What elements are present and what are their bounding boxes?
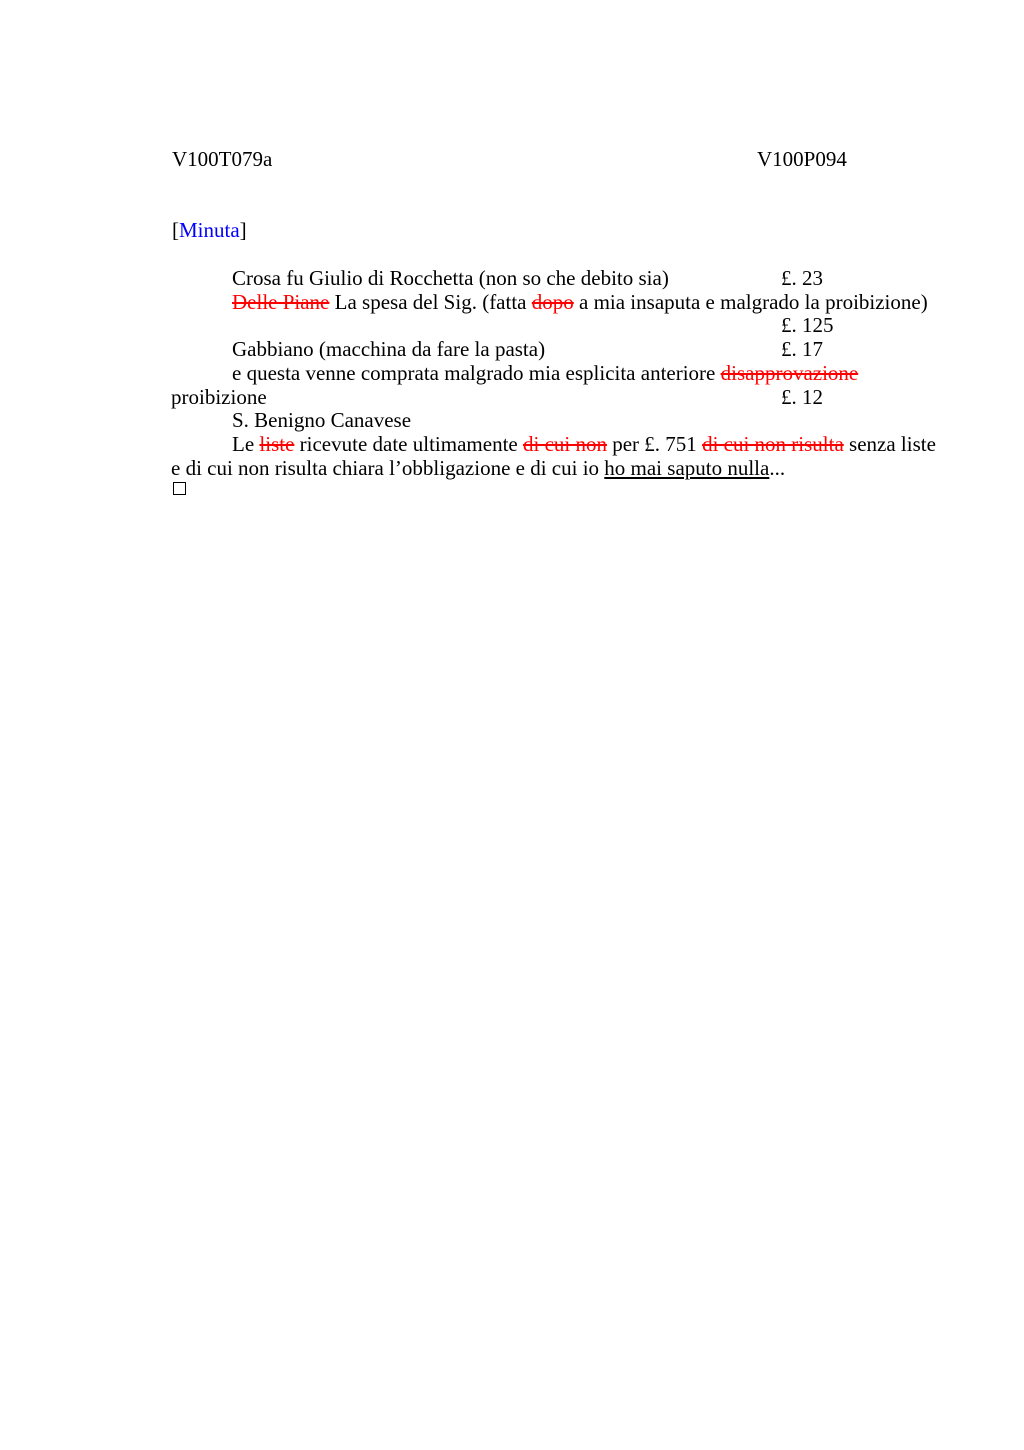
entry-liste-part: ricevute date ultimamente [294,432,523,456]
deleted-text: di cui non [522,432,607,456]
entry-benigno-text: S. Benigno Canavese [232,408,412,432]
document-heading [172,218,247,242]
document-code-right: V100P094 [757,147,847,171]
empty-square-icon [173,482,186,495]
entry-liste-part: e di cui non risulta chiara l’obbligazione e di cui io [171,456,605,480]
entry-gabbiano-text: Gabbiano (macchina da fare la pasta) [232,337,546,361]
entry-liste-part: ... [769,456,786,480]
deleted-text: liste [259,432,295,456]
entry-crosa-text: Crosa fu Giulio di Rocchetta (non so che debito sia) [232,266,669,290]
heading-open-bracket: [ [172,218,179,242]
entry-questa-text [232,361,858,385]
entry-liste-part: per £. 751 [606,432,703,456]
entry-spesa-amount: £. 125 [781,313,834,337]
entry-liste-line-1 [232,432,936,456]
entry-spesa-part-2: a mia insaputa e malgrado la proibizione) [573,290,928,314]
entry-liste-part: Le [232,432,260,456]
heading-close-bracket: ] [239,218,247,242]
deleted-text: disapprovazione [720,361,859,385]
deleted-text: Delle Piane [232,290,330,314]
entry-questa-part: e questa venne comprata malgrado mia esplicita anteriore [232,361,721,385]
entry-crosa-amount: £. 23 [781,266,823,290]
entry-spesa-part-1: La spesa del Sig. (fatta [329,290,532,314]
entry-questa-continuation: proibizione [171,385,267,409]
deleted-text: di cui non risulta [702,432,844,456]
deleted-text: dopo [531,290,574,314]
entry-liste-line-2 [171,456,785,480]
entry-liste-part: senza liste [843,432,936,456]
underlined-text: ho mai saputo nulla [604,456,770,480]
heading-label: Minuta [179,218,240,242]
entry-gabbiano-amount: £. 17 [781,337,823,361]
document-code-left: V100T079a [172,147,273,171]
entry-questa-amount: £. 12 [781,385,823,409]
entry-spesa-text [232,290,928,314]
